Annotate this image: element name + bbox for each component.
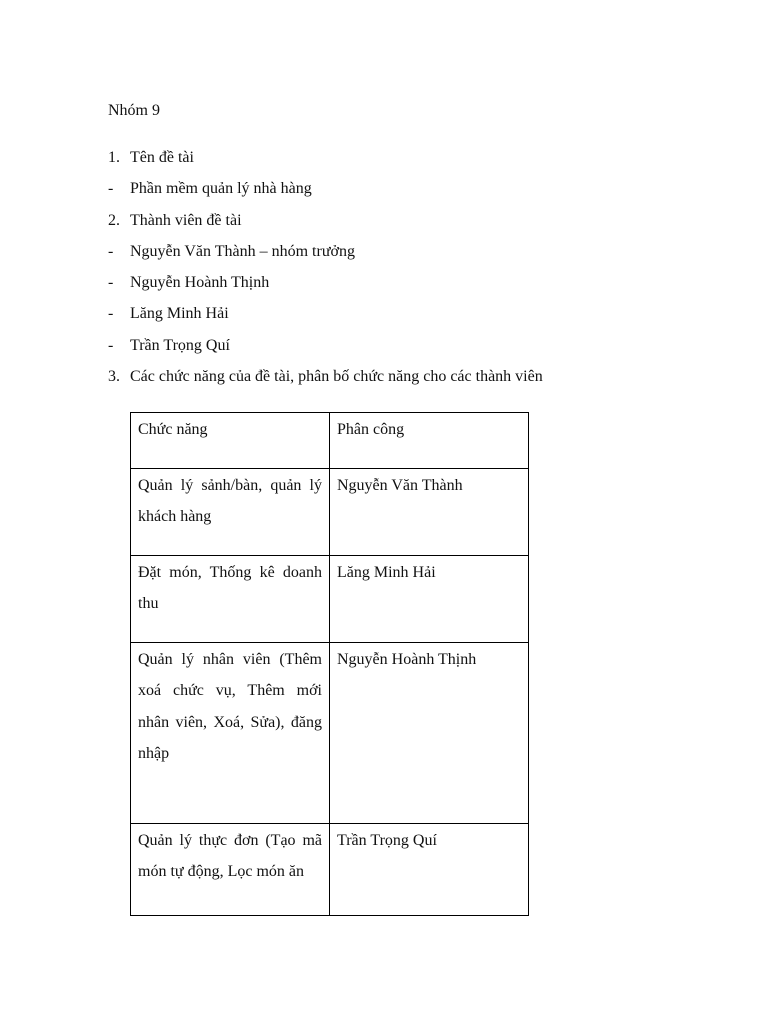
table-cell <box>330 556 529 643</box>
list-marker: - <box>108 305 114 323</box>
list-marker: - <box>108 242 114 260</box>
table-row <box>131 824 529 916</box>
assignee-text: Nguyễn Văn Thành <box>337 477 463 494</box>
table-cell <box>330 469 529 556</box>
table-row <box>131 643 529 824</box>
table-cell <box>131 643 330 824</box>
list-item-text: Phần mềm quản lý nhà hàng <box>130 180 312 198</box>
table-cell <box>330 643 529 824</box>
list-item-text: Các chức năng của đề tài, phân bố chức năng cho các thành viên <box>130 368 543 386</box>
table-cell <box>131 556 330 643</box>
list-marker: 3. <box>108 368 120 386</box>
table-row <box>131 556 529 643</box>
table-row <box>131 469 529 556</box>
function-text: Quản lý thực đơn (Tạo mã món tự động, Lọc món ăn <box>138 832 322 881</box>
list-marker: 2. <box>108 211 120 229</box>
list-item-text: Nguyễn Văn Thành – nhóm trưởng <box>130 242 355 260</box>
function-text: Quản lý nhân viên (Thêm xoá chức vụ, Thêm mới nhân viên, Xoá, Sửa), đăng nhập <box>138 651 322 762</box>
group-heading: Nhóm 9 <box>108 102 160 119</box>
list-item-text: Nguyễn Hoành Thịnh <box>130 274 270 292</box>
list-marker: - <box>108 180 114 198</box>
list-item-text: Trần Trọng Quí <box>130 336 230 354</box>
table-header-row <box>131 413 529 469</box>
header-function-label: Chức năng <box>138 421 208 438</box>
header-assignee-label: Phân công <box>337 421 405 438</box>
function-text: Đặt món, Thống kê doanh thu <box>138 564 322 613</box>
list-marker: 1. <box>108 149 120 166</box>
function-text: Quản lý sảnh/bàn, quản lý khách hàng <box>138 477 322 526</box>
table-cell <box>131 824 330 916</box>
list-marker: - <box>108 274 114 292</box>
assignee-text: Trần Trọng Quí <box>337 832 437 849</box>
table-cell <box>131 469 330 556</box>
list-item-text: Thành viên đề tài <box>130 211 242 229</box>
list-item-text: Tên đề tài <box>130 149 194 166</box>
assignee-text: Nguyễn Hoành Thịnh <box>337 651 477 668</box>
table-header-cell <box>131 413 330 469</box>
table-header-cell <box>330 413 529 469</box>
assignee-text: Lăng Minh Hải <box>337 564 436 581</box>
list-marker: - <box>108 336 114 354</box>
assignment-table <box>130 412 529 916</box>
table-cell <box>330 824 529 916</box>
list-item-text: Lăng Minh Hải <box>130 305 229 323</box>
